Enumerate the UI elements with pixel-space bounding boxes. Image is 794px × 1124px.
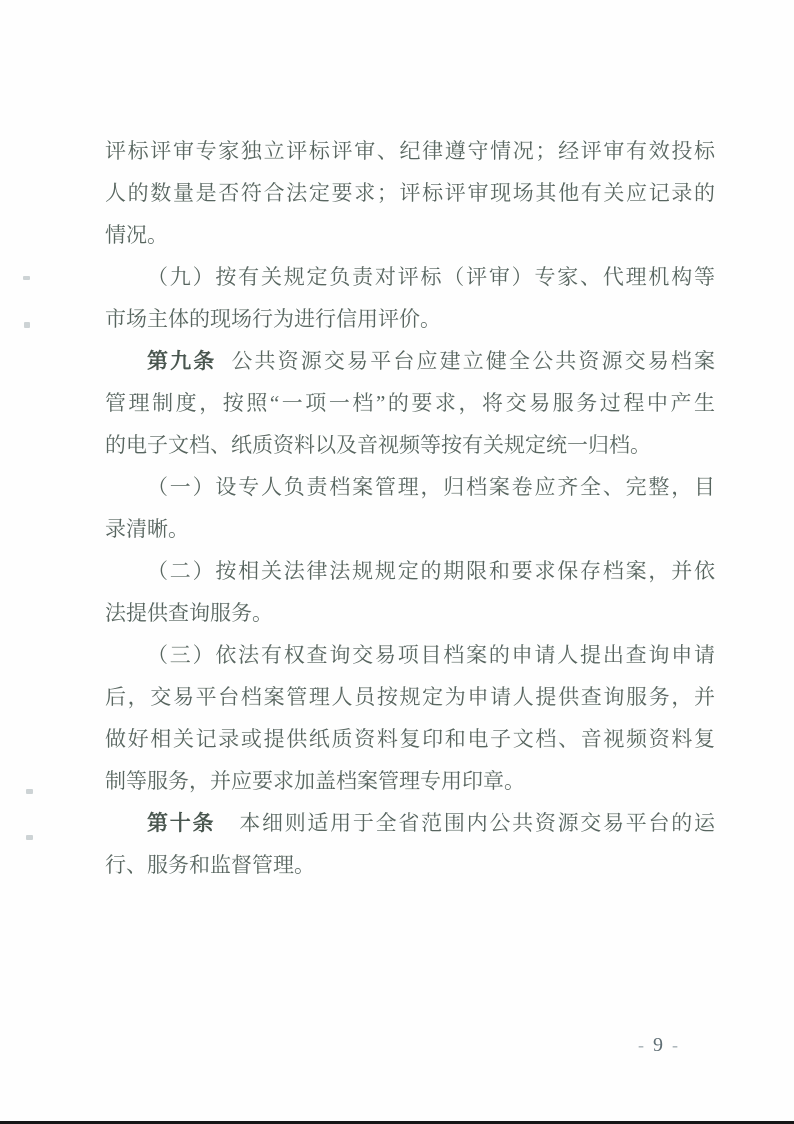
page-number: 9 bbox=[653, 1033, 663, 1056]
text-line bbox=[105, 592, 715, 634]
scan-speck bbox=[24, 322, 30, 328]
document-body bbox=[105, 130, 715, 886]
text-line bbox=[105, 466, 715, 508]
text-line bbox=[105, 760, 715, 802]
text-line bbox=[105, 550, 715, 592]
body-text: （三）依法有权查询交易项目档案的申请人提出查询申请 bbox=[147, 643, 715, 667]
text-line bbox=[105, 130, 715, 172]
text-line bbox=[105, 508, 715, 550]
body-text: 本细则适用于全省范围内公共资源交易平台的运 bbox=[239, 811, 715, 835]
body-text: （九）按有关规定负责对评标（评审）专家、代理机构等 bbox=[147, 265, 715, 289]
body-text: 录清晰。 bbox=[105, 517, 189, 541]
page-footer bbox=[638, 1031, 678, 1059]
body-text: 情况。 bbox=[105, 223, 168, 247]
text-line bbox=[105, 298, 715, 340]
body-text: 评标评审专家独立评标评审、纪律遵守情况；经评审有效投标 bbox=[105, 139, 715, 163]
text-line bbox=[105, 802, 715, 844]
body-text: （二）按相关法律法规规定的期限和要求保存档案，并依 bbox=[147, 559, 715, 583]
text-line bbox=[105, 424, 715, 466]
body-text: （一）设专人负责档案管理，归档案卷应齐全、完整，目 bbox=[147, 475, 715, 499]
body-text: 市场主体的现场行为进行信用评价。 bbox=[105, 307, 441, 331]
text-line bbox=[105, 382, 715, 424]
scan-speck bbox=[26, 789, 33, 794]
text-line bbox=[105, 172, 715, 214]
body-text: 做好相关记录或提供纸质资料复印和电子文档、音视频资料复 bbox=[105, 727, 715, 751]
text-line bbox=[105, 214, 715, 256]
body-text: 的电子文档、纸质资料以及音视频等按有关规定统一归档。 bbox=[105, 433, 651, 457]
body-text: 法提供查询服务。 bbox=[105, 601, 273, 625]
text-line bbox=[105, 676, 715, 718]
text-line bbox=[105, 634, 715, 676]
scan-speck bbox=[26, 835, 33, 840]
body-text: 行、服务和监督管理。 bbox=[105, 853, 315, 877]
body-text: 制等服务，并应要求加盖档案管理专用印章。 bbox=[105, 769, 525, 793]
text-line bbox=[105, 340, 715, 382]
body-text: 后，交易平台档案管理人员按规定为申请人提供查询服务，并 bbox=[105, 685, 715, 709]
article-number-bold: 第九条 bbox=[147, 349, 217, 373]
body-text: 管理制度，按照“一项一档”的要求，将交易服务过程中产生 bbox=[105, 391, 715, 415]
text-line bbox=[105, 718, 715, 760]
text-line bbox=[105, 844, 715, 886]
body-text: 公共资源交易平台应建立健全公共资源交易档案 bbox=[231, 349, 716, 373]
footer-dash: - bbox=[672, 1034, 678, 1055]
footer-dash: - bbox=[638, 1034, 644, 1055]
text-line bbox=[105, 256, 715, 298]
scan-speck bbox=[23, 276, 30, 280]
body-text: 人的数量是否符合法定要求；评标评审现场其他有关应记录的 bbox=[105, 181, 715, 205]
article-number-bold: 第十条 bbox=[147, 811, 216, 835]
